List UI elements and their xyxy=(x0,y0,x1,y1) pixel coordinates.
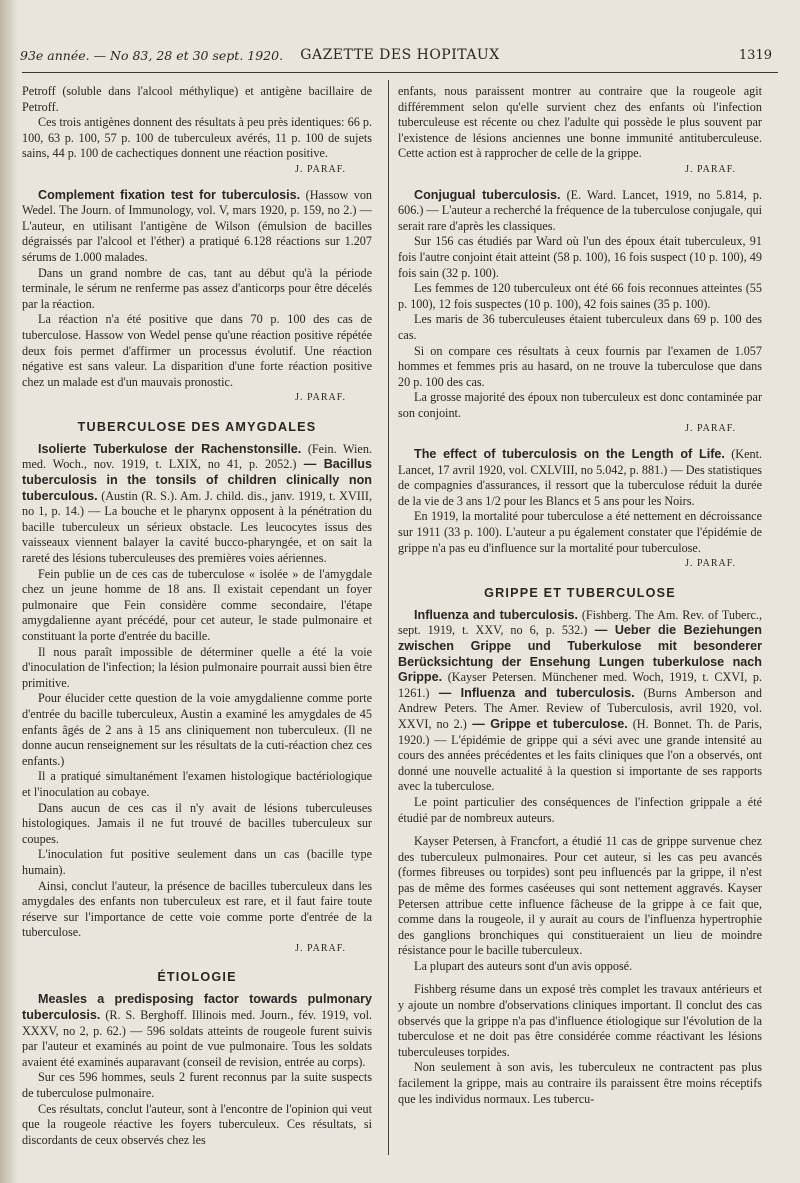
article-reference: (R. S. Berghoff. Illinois med. Journ., fév. 1919, vol. XXXV, no 2, p. 62.) xyxy=(22,1008,373,1038)
paragraph: Sur ces 596 hommes, seuls 2 furent reconnus par la suite suspects de tuberculose pulmonaire. xyxy=(22,1070,372,1101)
paragraph: — La bouche et le pharynx opposent à la pénétration du bacille tuberculeux un sérieux obstacle. Les leucocytes issus des vaisseaux viennent balayer la cavité bucco-pharyngée, et on sait la rareté des lésions tuberculeuses des premières voies aériennes. xyxy=(22,504,372,566)
article-complement-fixation xyxy=(22,188,372,406)
journal-title: GAZETTE DES HOPITAUX xyxy=(300,47,500,63)
paragraph: Fein publie un de ces cas de tuberculose « isolée » de l'amygdale chez un jeune homme de 18 ans. Il existait cependant un foyer pulmonaire que Fein considère comme secondaire, l'étape amygdalienne ayant précédé, pour cet auteur, le stade pulmonaire et constituant la porte d'entrée du bacille. xyxy=(22,566,372,643)
author-signature: J. PARAF. xyxy=(295,942,346,954)
article-title: Conjugual tuberculosis. xyxy=(414,187,561,202)
author-signature: J. PARAF. xyxy=(685,423,736,435)
paragraph: — L'épidémie de grippe qui a sévi avec une grande intensité au cours des années précédentes et les faits cliniques que l'on a observés, ont donné une nouvelle actualité à la question si importante de ses rapports avec la tuberculose. xyxy=(398,732,762,794)
paragraph: — Des statistiques de compagnies d'assurances, il ressort que la tuberculose réduit la durée de la vie de 3 ans 1/2 pour les Blancs et 5 ans pour les Noirs. xyxy=(398,462,762,508)
paragraph: Non seulement à son avis, les tuberculeux ne contractent pas plus facilement la grippe, mais au contraire ils paraissent être moins réceptifs que les individus normaux. Les tubercu- xyxy=(398,1060,762,1106)
article-title: Isolierte Tuberkulose der Rachenstonsille. xyxy=(38,441,302,456)
paragraph: L'inoculation fut positive seulement dans un cas (bacille type humain). xyxy=(22,847,372,877)
right-column xyxy=(398,84,762,1107)
paragraph: Kayser Petersen, à Francfort, a étudié 11 cas de grippe survenue chez des tuberculeux pulmonaires. Pour cet auteur, si les cas peu avancés (formes fibreuses ou torpides) sont peu influencés par la grippe, il n'est pas de même des formes caséeuses qui sont nettement aggravés. Kayser Petersen attribue cette influence fâcheuse de la grippe à ce fait que, comme dans la rougeole, il y aurait au cours de l'influenza hypertrophie des ganglions bronchiques qui constitueraient un lieu de moindre résistance pour le bacille tuberculeux. xyxy=(398,834,762,958)
paragraph: — L'auteur a recherché la fréquence de la tuberculose conjugale, qui serait rare d'après les classiques. xyxy=(398,203,762,233)
paragraph: Il a pratiqué simultanément l'examen histologique bactériologique et l'inoculation au cobaye. xyxy=(22,769,372,799)
left-column xyxy=(22,84,372,1148)
article-title: — Influenza and tuberculosis. xyxy=(429,685,635,700)
article-reference: (E. Ward. Lancet, 1919, no 5.814, p. 606.) xyxy=(398,187,762,218)
article-length-of-life xyxy=(398,447,762,572)
paragraph: Le point particulier des conséquences de l'infection grippale a été étudié par de nombreux auteurs. xyxy=(398,794,762,825)
paragraph: La grosse majorité des époux non tuberculeux est donc contaminée par son conjoint. xyxy=(398,390,762,420)
paragraph: Sur 156 cas étudiés par Ward où l'un des époux était tuberculeux, 91 fois l'autre conjoint était atteint (58 p. 100), 16 fois suspect (10 p. 100), 49 fois sain (32 p. 100). xyxy=(398,234,762,280)
author-signature: J. PARAF. xyxy=(295,163,346,175)
article-reference: (Austin (R. S.). Am. J. child. dis., janv. 1919, t. XVIII, no 1, p. 14.) xyxy=(22,488,373,519)
article-title: Measles a predisposing factor towards pulmonary tuberculosis. xyxy=(22,992,372,1023)
article-title: — Grippe et tuberculose. xyxy=(466,716,628,731)
author-signature: J. PARAF. xyxy=(685,163,736,175)
paragraph: Dans aucun de ces cas il n'y avait de lésions tuberculeuses histologiques. Jamais il ne fut trouvé de bacilles tuberculeux sur coupes. xyxy=(22,800,372,846)
paragraph: Fishberg résume dans un exposé très complet les travaux antérieurs et y ajoute un nombre d'observations cliniques important. Il conclut des cas observés que la grippe n'a pas d'influence étiologique sur l'évolution de la tuberculose et ne doit pas être considérée comme réactivant les lésions tuberculeuses torpides. xyxy=(398,982,762,1059)
article-reference: (Hassow von Wedel. The Journ. of Immunology, vol. V, mars 1920, p. 159, no 2.) xyxy=(22,187,373,218)
section-heading-etiologie: ÉTIOLOGIE xyxy=(157,970,237,985)
section-heading-grippe: GRIPPE ET TUBERCULOSE xyxy=(484,585,676,600)
article-title: — Ueber die Beziehungen zwischen Grippe und Tuberkulose mit besonderer Berücksichtung der Ensehung Lungen tuberkulose nach Grippe. xyxy=(398,623,762,685)
header-rule xyxy=(22,72,778,73)
paragraph: Si on compare ces résultats à ceux fournis par l'examen de 1.057 hommes et femmes pris au hasard, on ne trouve la tuberculose que dans 20 p. 100 des cas. xyxy=(398,343,762,389)
paragraph: Ainsi, conclut l'auteur, la présence de bacilles tuberculeux dans les amygdales des enfants non tuberculeux est rare, et il faut faire toute réserve sur l'importance de cette voie comme porte d'entrée de la tuberculose. xyxy=(22,878,372,940)
article-title: — Bacillus tuberculosis in the tonsils of children clinically non tuberculous. xyxy=(22,457,372,503)
paragraph: La plupart des auteurs sont d'un avis opposé. xyxy=(414,958,633,973)
paragraph: Les maris de 36 tuberculeuses étaient tuberculeux dans 69 p. 100 des cas. xyxy=(398,312,762,342)
paragraph: — 596 soldats atteints de rougeole furent suivis par l'auteur et examinés au point de vue pulmonaire. Tous les soldats avaient été examinés auparavant (conseil de revision, entrée au corps). xyxy=(22,1023,372,1069)
article-reference: (Fishberg. The Am. Rev. of Tuberc., sept. 1919, t. XXV, no 6, p. 532.) xyxy=(398,607,763,638)
article-measles xyxy=(22,992,372,1148)
paragraph: Petroff (soluble dans l'alcool méthylique) et antigène bacillaire de Petroff. xyxy=(22,84,372,114)
paragraph: Ces résultats, conclut l'auteur, sont à l'encontre de l'opinion qui veut que la rougeole réactive les foyers tuberculeux. Ces résultats, si discordants de ceux observés chez les xyxy=(22,1101,372,1147)
paragraph: Pour élucider cette question de la voie amygdalienne comme porte d'entrée du bacille tuberculeux, Austin a examiné les amygdales de 45 enfants âgés de 2 ans à 15 ans cliniquement non tuberculeux. (Il ne donne aucun renseignement sur les résultats de la cuti-réaction chez ces enfants.) xyxy=(22,691,372,768)
paragraph: enfants, nous paraissent montrer au contraire que la rougeole agit différemment selon qu'elle survient chez des enfants où l'infection tuberculeuse est récente ou chez l'adulte qui possède le plus souvent par l'existence de lésions anciennes une bonne immunité antituberculeuse. Cette action est à rapprocher de celle de la grippe. xyxy=(398,84,762,161)
paragraph: — L'auteur, en utilisant l'antigène de Wilson (émulsion de bacilles dégraissés par l'alcool et l'éther) a pratiqué 6.128 réactions sur 1.207 sérums de 1.000 malades. xyxy=(22,203,372,264)
article-tonsils xyxy=(22,442,372,957)
article-title: The effect of tuberculosis on the Length of Life. xyxy=(414,447,725,462)
article-reference: (Fein. Wien. med. Woch., nov. 1919, t. LXIX, no 41, p. 2052.) xyxy=(22,441,372,472)
column-rule xyxy=(388,80,389,1155)
article-reference: (H. Bonnet. Th. de Paris, 1920.) xyxy=(398,716,762,747)
page-edge-shadow xyxy=(0,0,18,1183)
paragraph: La réaction n'a été positive que dans 70 p. 100 des cas de tuberculose. Hassow von Wedel pense qu'une réaction positive répétée deux fois permet d'affirmer un processus évolutif. Une réaction négative est sans valeur. La disparition d'une forte réaction positive chez un malade est d'un mauvais pronostic. xyxy=(22,312,372,389)
paragraph: Ces trois antigènes donnent des résultats à peu près identiques: 66 p. 100, 63 p. 100, 57 p. 100 de tuberculeux avérés, 11 p. 100 de sujets sains, 44 p. 100 de cachectiques donnent une réaction positive. xyxy=(22,115,372,161)
article-reference: (Kayser Petersen. Münchener med. Woch, 1919, t. CXVI, p. 1261.) xyxy=(398,670,763,700)
paragraph: Dans un grand nombre de cas, tant au début qu'à la période terminale, le sérum ne renferme pas assez d'anticorps pour être décelés par la réaction. xyxy=(22,265,372,311)
running-header xyxy=(20,44,780,68)
paragraph: Il nous paraît impossible de déterminer quelle a été la voie d'inoculation de l'infection; la lésion pulmonaire pourrait aussi bien être primitive. xyxy=(22,644,372,690)
article-influenza xyxy=(398,608,762,1107)
article-title: Complement fixation test for tuberculosis. xyxy=(38,187,301,202)
issue-info: 93e année. — No 83, 28 et 30 sept. 1920. xyxy=(20,48,284,63)
page-number: 1319 xyxy=(738,48,772,63)
paragraph: En 1919, la mortalité pour tuberculose a été nettement en décroissance sur 1911 (33 p. 100). L'auteur a pu également constater que l'épidémie de grippe n'a pas eu d'influence sur la mortalité pour tuberculose. xyxy=(398,509,762,555)
article-title: Influenza and tuberculosis. xyxy=(414,607,578,622)
article-conjugal xyxy=(398,188,762,438)
author-signature: J. PARAF. xyxy=(295,392,346,404)
author-signature: J. PARAF. xyxy=(685,558,736,570)
section-heading-amygdales: TUBERCULOSE DES AMYGDALES xyxy=(77,419,317,434)
article-reference: (Burns Amberson and Andrew Peters. The Amer. Review of Tuberculosis, avril 1920, vol. XXVI, no 2.) xyxy=(398,685,763,731)
paragraph: Les femmes de 120 tuberculeux ont été 66 fois reconnues atteintes (55 p. 100), 12 fois suspectes (10 p. 100), 42 fois saines (35 p. 100). xyxy=(398,281,762,311)
article-reference: (Kent. Lancet, 17 avril 1920, vol. CXLVIII, no 5.042, p. 881.) xyxy=(398,447,762,477)
